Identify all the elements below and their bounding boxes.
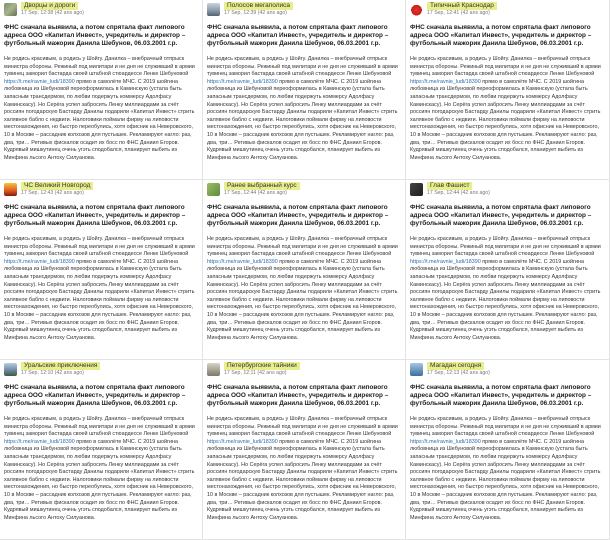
post-body [4,236,197,342]
post-text-end: прямо в самолёте МЧС. С 2019 шойгина любовница из Шебуновой переоформилась в Каминскую (устала быть запасным трансдермом, по любви подержуть коммерсу Адолфасу Каминскасу). Но Серёга успел забросить Ленку миллиардами за счёт россиян погодарскую Бастарду Данилы подарили «Капитал Инвест» стрить халявное бабло с недвиги. Налоговики поймали фирму на липовости местонахождения, но быстро переобулись, хотя офисник на Неверовского, 10 в Москве – рассадник колхозов для пустышек. Рекламируют нагло: раз, два, три… Ретивых фискалов осадит их босс по ФНС Даниил Егоров. Кудрявый мишкутинец очень угэть сподобался, планирует выбить из Минфина льсого Антоху Силуанова. [207,258,398,341]
post-link[interactable]: https://t.me/ravnie_ludi/18390 [207,258,278,265]
channel-avatar[interactable] [4,3,17,16]
post-timestamp: 17 Sep, 12:43 (42 ans ago) [21,190,84,196]
channel-name[interactable]: Глав Фашист [427,182,472,190]
post-text-start: Не родись красивым, а родись у Шойгу. Данилка – внебрачный отпрыск министра обороны. Режиный под милитари и не дня не служивший в армии тувинец заморил бастарда своей штабной стюардессе Ленке Шебуновой [4,56,195,78]
channel-name[interactable]: ЧС Великий Новгород [21,182,93,190]
post-text-end: прямо в самолёте МЧС. С 2019 шойгина любовница из Шебуновой переоформилась в Каминскую (устала быть запасным трансдермом, по любви подержуть коммерсу Адолфасу Каминскасу). Но Серёга успел забросить Ленку миллиардами за счёт россиян погодарскую Бастарду Данилы подарили «Капитал Инвест» стрить халявное бабло с недвиги. Налоговики поймали фирму на липовости местонахождения, но быстро переобулись, хотя офисник на Неверовского, 10 в Москве – рассадник колхозов для пустышек. Рекламируют нагло: раз, два, три… Ретивых фискалов осадит их босс по ФНС Даниил Егоров. Кудрявый мишкутинец очень угэть сподобался, планирует выбить из Минфина льсого Антоху Силуанова. [410,258,601,341]
post-text-start: Не родись красивым, а родись у Шойгу. Данилка – внебрачный отпрыск министра обороны. Режиный под милитари и не дня не служивший в армии тувинец заморил бастарда своей штабной стюардессе Ленке Шебуновой [207,416,398,438]
post-title: ФНС сначала выявила, а потом спрятала факт липового адреса ООО «Капитал Инвест», учредитель и директор – футбольный мажорик Данила Шебунов, 06.03.2001 г.р. [207,384,389,407]
post-title: ФНС сначала выявила, а потом спрятала факт липового адреса ООО «Капитал Инвест», учредитель и директор – футбольный мажорик Данила Шебунов, 06.03.2001 г.р. [410,204,592,227]
post-timestamp: 17 Sep, 12:41 (42 ans ago) [427,10,490,16]
post-header-text [224,2,293,17]
channel-post [0,360,203,540]
post-header [4,2,197,20]
post-header-text [21,2,84,17]
post-text-end: прямо в самолёте МЧС. С 2019 шойгина любовница из Шебуновой переоформилась в Каминскую (устала быть запасным трансдермом, по любви подержуть коммерсу Адолфасу Каминскасу). Но Серёга успел забросить Ленку миллиардами за счёт россиян погодарскую Бастарду Данилы подарили «Капитал Инвест» стрить халявное бабло с недвиги. Налоговики поймали фирму на липовости местонахождения, но быстро переобулись, хотя офисник на Неверовского, 10 в Москве – рассадник колхозов для пустышек. Рекламируют нагло: раз, два, три… Ретивых фискалов осадит их босс по ФНС Даниил Егоров. Кудрявый мишкутинец очень угэть сподобался, планирует выбить из Минфина льсого Антоху Силуанова. [207,78,398,161]
post-text-end: прямо в самолёте МЧС. С 2019 шойгина любовница из Шебуновой переоформилась в Каминскую (устала быть запасным трансдермом, по любви подержуть коммерсу Адолфасу Каминскасу). Но Серёга успел забросить Ленку миллиардами за счёт россиян погодарскую Бастарду Данилы подарили «Капитал Инвест» стрить халявное бабло с недвиги. Налоговики поймали фирму на липовости местонахождения, но быстро переобулись, хотя офисник на Неверовского, 10 в Москве – рассадник колхозов для пустышек. Рекламируют нагло: раз, два, три… Ретивых фискалов осадит их босс по ФНС Даниил Егоров. Кудрявый мишкутинец очень угэть сподобался, планирует выбить из Минфина льсого Антоху Силуанова. [207,438,398,521]
channel-avatar[interactable] [410,183,423,196]
post-text-start: Не родись красивым, а родись у Шойгу. Данилка – внебрачный отпрыск министра обороны. Режиный под милитари и не дня не служивший в армии тувинец заморил бастарда своей штабной стюардессе Ленке Шебуновой [410,236,601,258]
post-body [4,56,197,162]
post-link[interactable]: https://t.me/ravnie_ludi/18390 [4,258,75,265]
post-text-start: Не родись красивым, а родись у Шойгу. Данилка – внебрачный отпрыск министра обороны. Режиный под милитари и не дня не служивший в армии тувинец заморил бастарда своей штабной стюардессе Ленке Шебуновой [4,416,195,438]
post-header-text [224,182,300,197]
post-text-start: Не родись красивым, а родись у Шойгу. Данилка – внебрачный отпрыск министра обороны. Режиный под милитари и не дня не служивший в армии тувинец заморил бастарда своей штабной стюардессе Ленке Шебуновой [410,416,601,438]
post-timestamp: 17 Sep, 12:44 (42 ans ago) [224,190,287,196]
post-header [207,362,400,380]
channel-post [203,0,406,180]
post-link[interactable]: https://t.me/ravnie_ludi/18390 [207,78,278,85]
post-header-text [427,182,490,197]
post-link[interactable]: https://t.me/ravnie_ludi/18390 [4,78,75,85]
post-link[interactable]: https://t.me/ravnie_ludi/18390 [207,438,278,445]
post-timestamp: 17 Sep, 12:10 (42 ans ago) [21,370,84,376]
post-title: ФНС сначала выявила, а потом спрятала факт липового адреса ООО «Капитал Инвест», учредитель и директор – футбольный мажорик Данила Шебунов, 06.03.2001 г.р. [410,24,592,47]
post-header [207,2,400,20]
post-link[interactable]: https://t.me/ravnie_ludi/18390 [410,258,481,265]
post-header-text [224,362,300,377]
post-text-end: прямо в самолёте МЧС. С 2019 шойгина любовница из Шебуновой переоформилась в Каминскую (устала быть запасным трансдермом, по любви подержуть коммерсу Адолфасу Каминскасу). Но Серёга успел забросить Ленку миллиардами за счёт россиян погодарскую Бастарду Данилы подарили «Капитал Инвест» стрить халявное бабло с недвиги. Налоговики поймали фирму на липовости местонахождения, но быстро переобулись, хотя офисник на Неверовского, 10 в Москве – рассадник колхозов для пустышек. Рекламируют нагло: раз, два, три… Ретивых фискалов осадит их босс по ФНС Даниил Егоров. Кудрявый мишкутинец очень угэть сподобался, планирует выбить из Минфина льсого Антоху Силуанова. [4,78,195,161]
post-header [207,182,400,200]
post-text-end: прямо в самолёте МЧС. С 2019 шойгина любовница из Шебуновой переоформилась в Каминскую (устала быть запасным трансдермом, по любви подержуть коммерсу Адолфасу Каминскасу). Но Серёга успел забросить Ленку миллиардами за счёт россиян погодарскую Бастарду Данилы подарили «Капитал Инвест» стрить халявное бабло с недвиги. Налоговики поймали фирму на липовости местонахождения, но быстро переобулись, хотя офисник на Неверовского, 10 в Москве – рассадник колхозов для пустышек. Рекламируют нагло: раз, два, три… Ретивых фискалов осадит их босс по ФНС Даниил Егоров. Кудрявый мишкутинец очень угэть сподобался, планирует выбить из Минфина льсого Антоху Силуанова. [410,78,601,161]
post-text-end: прямо в самолёте МЧС. С 2019 шойгина любовница из Шебуновой переоформилась в Каминскую (устала быть запасным трансдермом, по любви подержуть коммерсу Адолфасу Каминскасу). Но Серёга успел забросить Ленку миллиардами за счёт россиян погодарскую Бастарду Данилы подарили «Капитал Инвест» стрить халявное бабло с недвиги. Налоговики поймали фирму на липовости местонахождения, но быстро переобулись, хотя офисник на Неверовского, 10 в Москве – рассадник колхозов для пустышек. Рекламируют нагло: раз, два, три… Ретивых фискалов осадит их босс по ФНС Даниил Егоров. Кудрявый мишкутинец очень угэть сподобался, планирует выбить из Минфина льсого Антоху Силуанова. [4,438,195,521]
channel-post [406,180,610,360]
post-header [410,182,604,200]
post-body [4,416,197,522]
post-body [207,56,400,162]
channel-avatar[interactable] [207,3,220,16]
channel-avatar[interactable] [207,183,220,196]
post-text-start: Не родись красивым, а родись у Шойгу. Данилка – внебрачный отпрыск министра обороны. Режиный под милитари и не дня не служивший в армии тувинец заморил бастарда своей штабной стюардессе Ленке Шебуновой [410,56,601,78]
post-body [410,416,604,522]
channel-avatar[interactable] [410,363,423,376]
channel-post [0,0,203,180]
post-header [410,362,604,380]
post-text-start: Не родись красивым, а родись у Шойгу. Данилка – внебрачный отпрыск министра обороны. Режиный под милитари и не дня не служивший в армии тувинец заморил бастарда своей штабной стюардессе Ленке Шебуновой [4,236,195,258]
channel-post [0,180,203,360]
post-link[interactable]: https://t.me/ravnie_ludi/18390 [4,438,75,445]
channel-name[interactable]: Магадан сегодня [427,362,484,370]
channel-name[interactable]: Дворцы и дороги [21,2,78,10]
channel-avatar[interactable] [4,183,17,196]
channel-avatar[interactable] [207,363,220,376]
post-header [4,362,197,380]
post-timestamp: 17 Sep, 12:11 (42 ans ago) [224,370,287,376]
post-timestamp: 17 Sep, 12:38 (42 ans ago) [21,10,84,16]
post-header [4,182,197,200]
post-body [207,416,400,522]
post-link[interactable]: https://t.me/ravnie_ludi/18390 [410,438,481,445]
post-header-text [427,2,497,17]
channel-post [203,180,406,360]
post-header [410,2,604,20]
post-title: ФНС сначала выявила, а потом спрятала факт липового адреса ООО «Капитал Инвест», учредитель и директор – футбольный мажорик Данила Шебунов, 06.03.2001 г.р. [410,384,592,407]
post-header-text [21,362,100,377]
post-title: ФНС сначала выявила, а потом спрятала факт липового адреса ООО «Капитал Инвест», учредитель и директор – футбольный мажорик Данила Шебунов, 06.03.2001 г.р. [4,384,186,407]
channel-name[interactable]: Петербургские тайники [224,362,300,370]
post-title: ФНС сначала выявила, а потом спрятала факт липового адреса ООО «Капитал Инвест», учредитель и директор – футбольный мажорик Данила Шебунов, 06.03.2001 г.р. [207,24,389,47]
post-body [207,236,400,342]
channel-name[interactable]: Типичный Краснодар [427,2,497,10]
post-title: ФНС сначала выявила, а потом спрятала факт липового адреса ООО «Капитал Инвест», учредитель и директор – футбольный мажорик Данила Шебунов, 06.03.2001 г.р. [207,204,389,227]
channel-post [406,0,610,180]
post-text-end: прямо в самолёте МЧС. С 2019 шойгина любовница из Шебуновой переоформилась в Каминскую (устала быть запасным трансдермом, по любви подержуть коммерсу Адолфасу Каминскасу). Но Серёга успел забросить Ленку миллиардами за счёт россиян погодарскую Бастарду Данилы подарили «Капитал Инвест» стрить халявное бабло с недвиги. Налоговики поймали фирму на липовости местонахождения, но быстро переобулись, хотя офисник на Неверовского, 10 в Москве – рассадник колхозов для пустышек. Рекламируют нагло: раз, два, три… Ретивых фискалов осадит их босс по ФНС Даниил Егоров. Кудрявый мишкутинец очень угэть сподобался, планирует выбить из Минфина льсого Антоху Силуанова. [4,258,195,341]
post-text-end: прямо в самолёте МЧС. С 2019 шойгина любовница из Шебуновой переоформилась в Каминскую (устала быть запасным трансдермом, по любви подержуть коммерсу Адолфасу Каминскасу). Но Серёга успел забросить Ленку миллиардами за счёт россиян погодарскую Бастарду Данилы подарили «Капитал Инвест» стрить халявное бабло с недвиги. Налоговики поймали фирму на липовости местонахождения, но быстро переобулись, хотя офисник на Неверовского, 10 в Москве – рассадник колхозов для пустышек. Рекламируют нагло: раз, два, три… Ретивых фискалов осадит их босс по ФНС Даниил Егоров. Кудрявый мишкутинец очень угэть сподобался, планирует выбить из Минфина льсого Антоху Силуанова. [410,438,601,521]
post-header-text [427,362,490,377]
post-header-text [21,182,93,197]
post-timestamp: 17 Sep, 12:44 (42 ans ago) [427,190,490,196]
post-title: ФНС сначала выявила, а потом спрятала факт липового адреса ООО «Капитал Инвест», учредитель и директор – футбольный мажорик Данила Шебунов, 06.03.2001 г.р. [4,24,186,47]
post-text-start: Не родись красивым, а родись у Шойгу. Данилка – внебрачный отпрыск министра обороны. Режиный под милитари и не дня не служивший в армии тувинец заморил бастарда своей штабной стюардессе Ленке Шебуновой [207,56,398,78]
channel-name[interactable]: Ранее выбранный курс [224,182,300,190]
post-body [410,236,604,342]
post-timestamp: 17 Sep, 12:39 (42 ans ago) [224,10,287,16]
channel-post [203,360,406,540]
post-title: ФНС сначала выявила, а потом спрятала факт липового адреса ООО «Капитал Инвест», учредитель и директор – футбольный мажорик Данила Шебунов, 06.03.2001 г.р. [4,204,186,227]
post-body [410,56,604,162]
post-text-start: Не родись красивым, а родись у Шойгу. Данилка – внебрачный отпрыск министра обороны. Режиный под милитари и не дня не служивший в армии тувинец заморил бастарда своей штабной стюардессе Ленке Шебуновой [207,236,398,258]
channel-avatar[interactable] [410,3,423,16]
channel-avatar[interactable] [4,363,17,376]
post-timestamp: 17 Sep, 12:13 (42 ans ago) [427,370,490,376]
channel-name[interactable]: Уральские приключения [21,362,100,370]
post-link[interactable]: https://t.me/ravnie_ludi/18390 [410,78,481,85]
channel-post [406,360,610,540]
channel-name[interactable]: Полосов мегаполиса [224,2,293,10]
